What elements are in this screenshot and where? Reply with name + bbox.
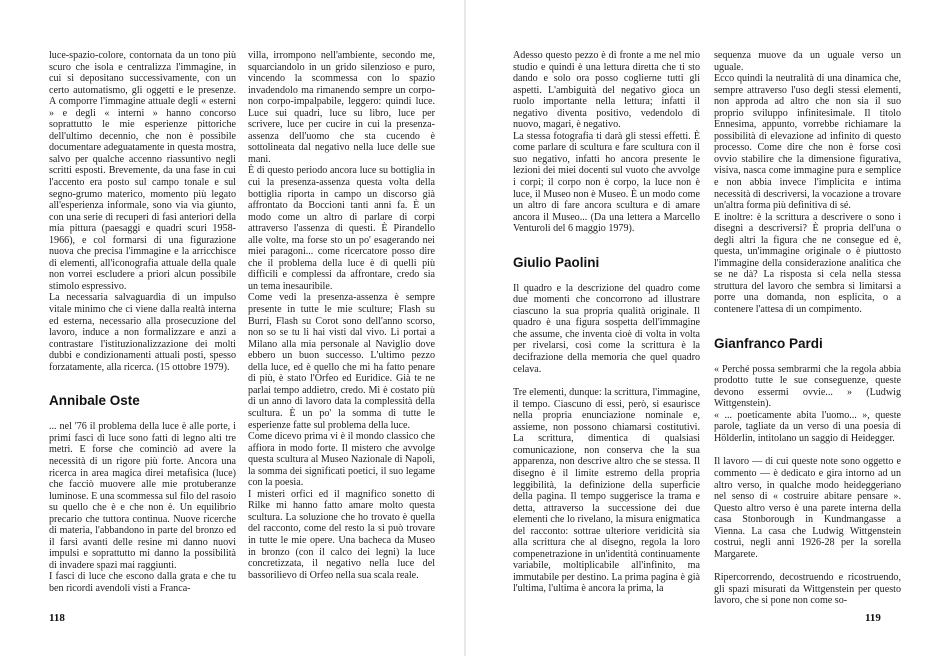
page-number-right: 119 bbox=[865, 612, 881, 624]
paragraph: « Perché possa sembrarmi che la regola abbia prodotto tutte le sue conseguenze, queste devono essermi ovvie... » (Ludwig Wittgenstein). bbox=[714, 363, 901, 410]
paragraph: Come dicevo prima vi è il mondo classico che affiora in modo forte. Il mistero che avvolge questa scultura al Museo Nazionale di Napoli, la somma dei significati poetici, il suo legame con la poesia. bbox=[248, 431, 435, 489]
left-col-2 bbox=[248, 50, 435, 581]
page-number-left: 118 bbox=[49, 612, 65, 624]
right-col-1 bbox=[513, 50, 700, 595]
paragraph: Ecco quindi la neutralità di una dinamica che, sempre attraverso l'uso degli stessi elementi, non approda ad altro che non sia il suo proprio sviluppo infinitesimale. Il titolo Ennesima, appunto, vorrebbe richiamare la possibilità di elevazione ad infinito di questo processo. Come dire che non è forse così ovvio stabilire che la dimensione figurativa, visiva, nasca come immagine pura e semplice e non abbia invece l'implicita e intima necessità di descriversi, la vocazione a trovare un'altra forma più definitiva di sé. bbox=[714, 73, 901, 212]
paragraph: luce-spazio-colore, contornata da un tono più scuro che isola e centralizza l'immagine, in cui si depositano successivamente, con un certo automatismo, gli oggetti e le presenze. A comporre l'immagine attuale degli « esterni » e degli « interni » hanno concorso soprattutto le mie esperienze pittoriche dell'ultimo decennio, che non è possibile documentare adeguatamente in questa mostra, salvo per qualche accenno riassuntivo negli scritti esposti. Brevemente, da una fase in cui l'accento era posto sul campo tonale e sul segno-grumo materico, momento più legato all'esperienza informale, sono via via giunto, con una serie di recuperi di fasi anteriori della mia pittura (paesaggi e quadri scuri 1958-1966), e col formarsi di una figurazione nuova che precisa l'immagine e la arricchisce di elementi, all'iconografia attuale della quale non vorrei escludere a priori alcun possibile stimolo espressivo. bbox=[49, 50, 236, 292]
paragraph: Il quadro e la descrizione del quadro come due momenti che concorrono ad illustrare ciascuno la sua propria qualità originale. Il quadro è una figura sospetta dell'immagine che assume, che inventa cioè di volta in volta per rivelarsi, così come la scrittura è la decifrazione della memoria che quel quadro celava. bbox=[513, 282, 700, 375]
paragraph: E inoltre: è la scrittura a descrivere o sono i disegni a descriversi? È propria dell'una o degli altri la figura che ne consegue ed è, questa, un'immagine originale o è piuttosto l'immagine della considerazione analitica che se ne dà? La risposta si cela nella stessa struttura del lavoro che sembra sì limitarsi a porre una domanda, non esplicita, o a contenere l'attesa di un compimento. bbox=[714, 211, 901, 316]
section-heading-paolini: Giulio Paolini bbox=[513, 254, 600, 270]
paragraph: I fasci di luce che escono dalla grata e che tu ben ricordi avendoli visti a Franca- bbox=[49, 571, 236, 594]
paragraph: La stessa fotografia ti darà gli stessi effetti. È come parlare di scultura e fare scultura con il suo negativo, infatti ho ancora presente le lezioni dei miei docenti sul vuoto che avvolge i corpi; il corpo non è corpo, la luce non è luce, il Museo non è Museo. È un modo come un altro di fare ancora scultura e di amare ancora il Museo... (Da una lettera a Marcello Venturoli del 6 maggio 1979). bbox=[513, 130, 700, 235]
right-col-2 bbox=[714, 50, 901, 607]
paragraph: « ... poeticamente abita l'uomo... », queste parole, tagliate da un verso di una poesia di Hölderlin, intitolano un saggio di Heidegger. bbox=[714, 409, 901, 444]
paragraph: Come vedi la presenza-assenza è sempre presente in tutte le mie sculture; Flash su Burri, Flash su Corot sono dell'anno scorso, non so se tu li hai visti dal vivo. Li portai a Milano alla mia personale al Naviglio dove ebbero un buon successo. L'ultimo pezzo della luce, ed è quello che mi ha fatto penare di più, è stato l'Orfeo ed Euridice. Già te ne parlai tempo addietro, credo. Mi è costato più di un anno di lavoro data la complessità della scultura. È un po' la somma di tutte le esperienze fatte sul problema della luce. bbox=[248, 292, 435, 431]
paragraph: La necessaria salvaguardia di un impulso vitale minimo che ci viene dalla realtà interna ed esterna, necessario alla prosecuzione del lavoro, induce a non formalizzare e anzi a contrastare l'istituzionalizzazione dei molti dubbi e condizionamenti attuali posti, spesso forzatamente, alla ricerca. (15 ottobre 1979). bbox=[49, 292, 236, 373]
paragraph: sequenza muove da un uguale verso un uguale. bbox=[714, 50, 901, 73]
paragraph: Adesso questo pezzo è di fronte a me nel mio studio e quindi è una lettura diretta che ti sto dando e solo ora posso coglierne tutti gli aspetti. L'ambiguità del negativo gioca un ruolo importante nella lettura; infatti il negativo diventa positivo, vedendolo di nuovo, magari, è negativo. bbox=[513, 50, 700, 131]
paragraph: Il lavoro — di cui queste note sono oggetto e commento — è dedicato e gira intorno ad un altro verso, in qualche modo heideggeriano nel senso di « costruire abitare pensare ». Questo altro verso è una parete interna della casa Stonborough in Kundmangasse a Vienna. La casa che Ludwig Wittgenstein costruì, negli anni 1926-28 per la sorella Margarete. bbox=[714, 456, 901, 560]
section-heading-oste: Annibale Oste bbox=[49, 393, 140, 409]
section-heading-pardi: Gianfranco Pardi bbox=[714, 335, 823, 351]
paragraph: Ripercorrendo, decostruendo e ricostruendo, gli spazi misurati da Wittgenstein per questo lavoro, che si pone non come so- bbox=[714, 572, 901, 607]
left-col-1 bbox=[49, 50, 236, 595]
paragraph: Tre elementi, dunque: la scrittura, l'immagine, il tempo. Ciascuno di essi, però, si esaurisce nella propria enunciazione nominale e, assieme, non possono chiamarsi costitutivi. La scrittura, dimentica di qualsiasi comunicazione, non conserva che la sua apparenza, non descrive altro che se stessa. Il disegno è il limite estremo della propria leggibilità, la definizione della superficie della pagina. Il tempo suggerisce la trama e detta, attraverso la successione dei due elementi che lo rivelano, la misura enigmatica del racconto: sottrae ulteriore veridicità sia alla scrittura che al disegno, regola la loro compenetrazione in un'identità continuamente variabile, moltiplicabile all'infinito, ma immutabile per destino. La prima pagina è già l'ultima, l'ultima è ancora la prima, la bbox=[513, 387, 700, 595]
paragraph: I misteri orfici ed il magnifico sonetto di Rilke mi hanno fatto amare molto questa scultura. La soluzione che ho trovato è quella del racconto, come del resto la si può trovare in tutte le mie opere. Una bacheca da Museo in bronzo (con il calco dei legni) la luce concretizzata, il negativo nella luce del bassorilievo di Orfeo nella sua scala reale. bbox=[248, 488, 435, 581]
paragraph: ... nel '76 il problema della luce è alle porte, i primi fasci di luce sono fatti di legno alti tre metri. E forse che cominciò ad avere la necessità di un rigore più forte. Ancora una ricerca in area magica direi metafisica (luce) che facciò muovere alle mie protuberanze luminose. E una scommessa sul filo del rasoio su quello che è e che non è. Un equilibrio precario che tuttora continua. Nuove ricerche di materia, l'abbandono in parte del bronzo ed il farsi avanti delle resine mi danno nuovi impulsi e soprattutto mi danno la possibilità di invadere spazi mai raggiunti. bbox=[49, 421, 236, 571]
paragraph: villa, irrompono nell'ambiente, secondo me, squarciandolo in un grido silenzioso e puro, vincendo la scommessa con lo spazio invadendolo ma rimanendo sempre un corpo-non corpo-impalpabile, leggero: quindi luce. Luce sui quadri, luce su libro, luce per scrivere, luce per cucire in cui la presenza-assenza dell'uomo che sta cucendo è sottolineata dal negativo nella luce delle sue mani. bbox=[248, 50, 435, 165]
paragraph: È di questo periodo ancora luce su bottiglia in cui la presenza-assenza questa volta della bottiglia riporta in campo un discorso già affrontato da Boccioni tanti anni fa. È un modo come un altro di parlare di corpi attraverso l'assenza di questi. È Pirandello alle volte, ma forse sto un po' esagerando nei miei paragoni... come ricercatore posso dire che il problema della luce è di quelli più difficili e complessi da affrontare, credo sia un tema inesauribile. bbox=[248, 165, 435, 292]
right-page bbox=[465, 0, 930, 656]
